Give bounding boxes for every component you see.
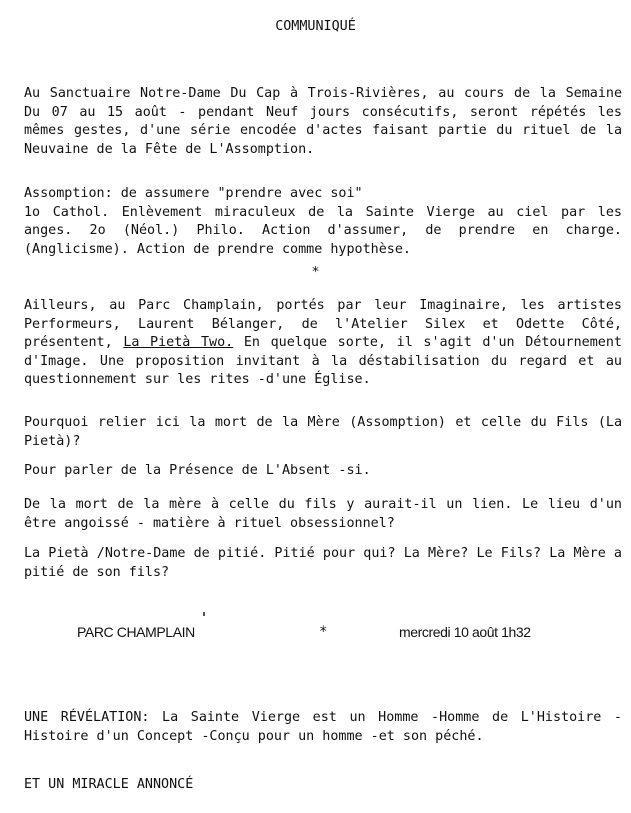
document-title: COMMUNIQUÉ: [275, 19, 356, 34]
paragraph-text-after: En quelque sorte, il s'agit d'un Détournement d'Image. Une proposition invitant à la déstabilisation du regard et au questionnement sur les rites -d'une Église.: [24, 335, 622, 388]
definition-body: 1o Cathol. Enlèvement miraculeux de la Sainte Vierge au ciel par les anges. 2o (Néol.) Philo. Action d'assumer, de prendre en charge. (Anglicisme). Action de prendre comme hypothèse.: [24, 204, 622, 257]
separator-star: *: [311, 265, 320, 280]
stray-mark: [203, 612, 205, 616]
paragraph-question-mort: Pourquoi relier ici la mort de la Mère (Assomption) et celle du Fils (La Pietà)?: [24, 415, 622, 449]
paragraph-lien: De la mort de la mère à celle du fils y aurait-il un lien. Le lieu d'un être angoissé - matière à rituel obsessionnel?: [24, 497, 622, 531]
paragraph-pieta-pitie: La Pietà /Notre-Dame de pitié. Pitié pour qui? La Mère? Le Fils? La Mère a pitié de son fils?: [24, 546, 622, 580]
paragraph-miracle: ET UN MIRACLE ANNONCÉ: [24, 777, 194, 792]
paragraph-parc-champlain: [24, 297, 622, 390]
paragraph-revelation: UNE RÉVÉLATION: La Sainte Vierge est un Homme -Homme de L'Histoire - Histoire d'un Concept -Conçu pour un homme -et son péché.: [24, 710, 622, 744]
event-place: PARC CHAMPLAIN: [77, 624, 195, 640]
paragraph-presence-absent: Pour parler de la Présence de L'Absent -si.: [24, 463, 371, 478]
paragraph-assomption-definition: [24, 185, 622, 259]
event-footer: [0, 624, 631, 644]
paragraph-text-before: Ailleurs, au Parc Champlain, portés par leur Imaginaire, les artistes Performeurs, Laurent Bélanger, de l'Atelier Silex et Odette Côté, présentent,: [24, 298, 622, 351]
work-title: La Pietà Two.: [123, 335, 234, 351]
definition-heading: Assomption: de assumere "prendre avec soi": [24, 186, 363, 201]
event-date: mercredi 10 août 1h32: [399, 624, 531, 640]
paragraph-sanctuaire: Au Sanctuaire Notre-Dame Du Cap à Trois-Rivières, au cours de la Semaine Du 07 au 15 août - pendant Neuf jours consécutifs, seront répétés les mêmes gestes, d'une série encodée d'actes faisant partie du rituel de la Neuvaine de la Fête de L'Assomption.: [24, 86, 622, 157]
footer-star: *: [319, 624, 328, 640]
